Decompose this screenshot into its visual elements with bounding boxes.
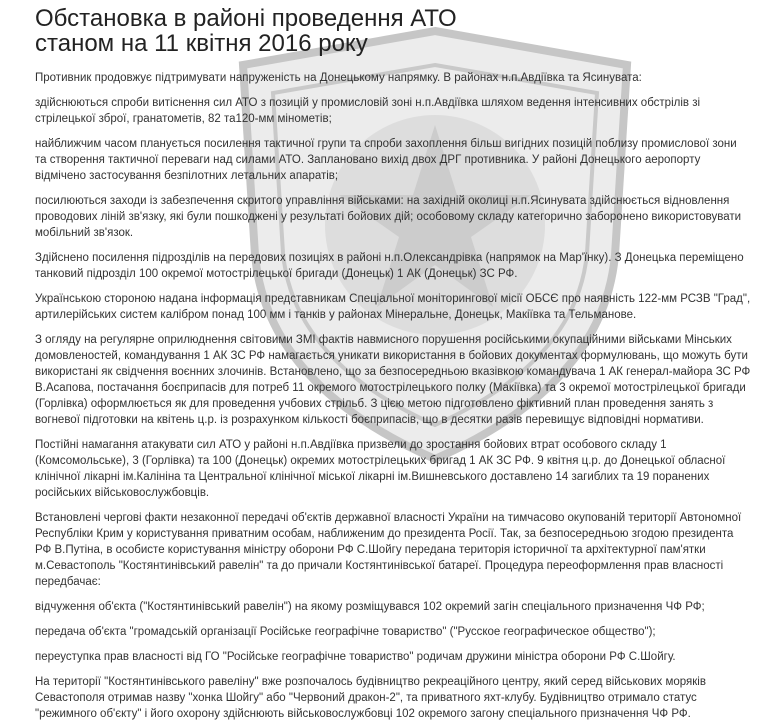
paragraph: На території "Костянтинівського равеліну" вже розпочалось будівництво рекреаційного центру, який серед військових моряків Севастополя отримав назву "хонка Шойгу" або "Червоний дракон-2", та приватного яхт-клубу. Будівництво отримало статус "режимного об'єкту" і його охорону здійснюють військовослужбовці 102 окремого загону спеціального призначення ЧФ РФ. <box>35 676 706 720</box>
paragraph: Здійснено посилення підрозділів на передових позиціях в районі н.п.Олександрівка (напрямок на Мар'їнку). З Донецька переміщено танковий підрозділ 100 окремої мотострілецької бригади (Донецьк) 1 АК (Донецьк) ЗС РФ. <box>35 252 744 280</box>
paragraph: відчуження об'єкта ("Костянтинівський равелін") на якому розміщувався 102 окремий загін спеціального призначення ЧФ РФ; <box>35 601 705 613</box>
paragraph: Українською стороною надана інформація представникам Спеціальної моніторингової місії ОБСЄ про наявність 122-мм РСЗВ "Град", артилерійських систем калібром понад 100 мм і танків у районах Мінеральне, Донецьк, Макіївка та Тельманове. <box>35 293 751 321</box>
paragraph: здійснюються спроби витіснення сил АТО з позицій у промисловій зоні н.п.Авдіївка шляхом ведення інтенсивних обстрілів зі стрілецької зброї, гранатометів, 82 та120-мм мінометів; <box>35 97 701 125</box>
paragraph: переуступка прав власності від ГО "Російське географічне товариство" родичам дружини міністра оборони РФ С.Шойгу. <box>35 651 676 663</box>
paragraph: Постійні намагання атакувати сил АТО у районі н.п.Авдіївка призвели до зростання бойових втрат особового складу 1 (Комсомольське), 3 (Горлівка) та 100 (Донецьк) окремих мотострілецьких бригад 1 АК ЗС РФ. 9 квітня ц.р. до Донецької обласної клінічної лікарні ім.Калініна та Центральної клінічної міської лікарні ім.Вишневського доставлено 14 загиблих та 19 поранених російських військовослужбовців. <box>35 439 726 499</box>
paragraph: Встановлені чергові факти незаконної передачі об'єктів державної власності України на тимчасово окупованій території Автономної Республіки Крим у користування приватним особам, наближеним до президента Росії. Так, за безпосередньою згодою президента РФ В.Путіна, в особисте користування міністру оборони РФ С.Шойгу передана територія історичної та архітектурної пам'ятки м.Севастополь "Костянтинівський равелін" та до причали Костянтинівської батареї. Процедура переоформлення прав власності передбачає: <box>35 512 742 588</box>
paragraph: посилюються заходи із забезпечення скритого управління військами: на західній околиці н.п.Ясинувата здійснюється відновлення проводових ліній зв'язку, які були пошкоджені у результаті бойових дій; особовому складу категорично заборонено використовувати мобільний зв'язок. <box>35 195 742 239</box>
title-line-1: Обстановка в районі проведення АТО <box>35 5 457 32</box>
paragraph: найближчим часом планується посилення тактичної групи та спроби захоплення більш вигідних позицій поблизу промислової зони та створення тактичної переваги над силами АТО. Заплановано вихід двох ДРГ противника. У районі Донецького аеропорту відмічено застосування безпілотних летальних апаратів; <box>35 138 737 182</box>
title-line-2: станом на 11 квітня 2016 року <box>35 30 368 57</box>
paragraph: З огляду на регулярне оприлюднення світовими ЗМІ фактів навмисного порушення російськими окупаційними військами Мінських домовленостей, командування 1 АК ЗС РФ намагається уникати використання в бойових документах формулювань, що можуть бути використані як свідчення воєнних злочинів. Встановлено, що за безпосередньою вказівкою командувача 1 АК генерал-майора ЗС РФ В.Асапова, постачання боєприпасів для потреб 11 окремого мотострілецького полку (Макіївка) та 3 окремої мотострілецької бригади (Горлівка) оформлюється як для проведення учбових стрільб. З цією метою підготовлено фіктивний план проведення занять з вогневої підготовки на квітень ц.р. із розрахунком кількості боєприпасів, що в десятки разів перевищує відповідні нормативи. <box>35 334 751 426</box>
paragraph: передача об'єкта "громадській організації Російське географічне товариство" ("Русское географическое общество"); <box>35 626 656 638</box>
page-title <box>35 6 751 56</box>
paragraph: Противник продовжує підтримувати напруженість на Донецькому напрямку. В районах н.п.Авдіївка та Ясинувата: <box>35 72 642 84</box>
